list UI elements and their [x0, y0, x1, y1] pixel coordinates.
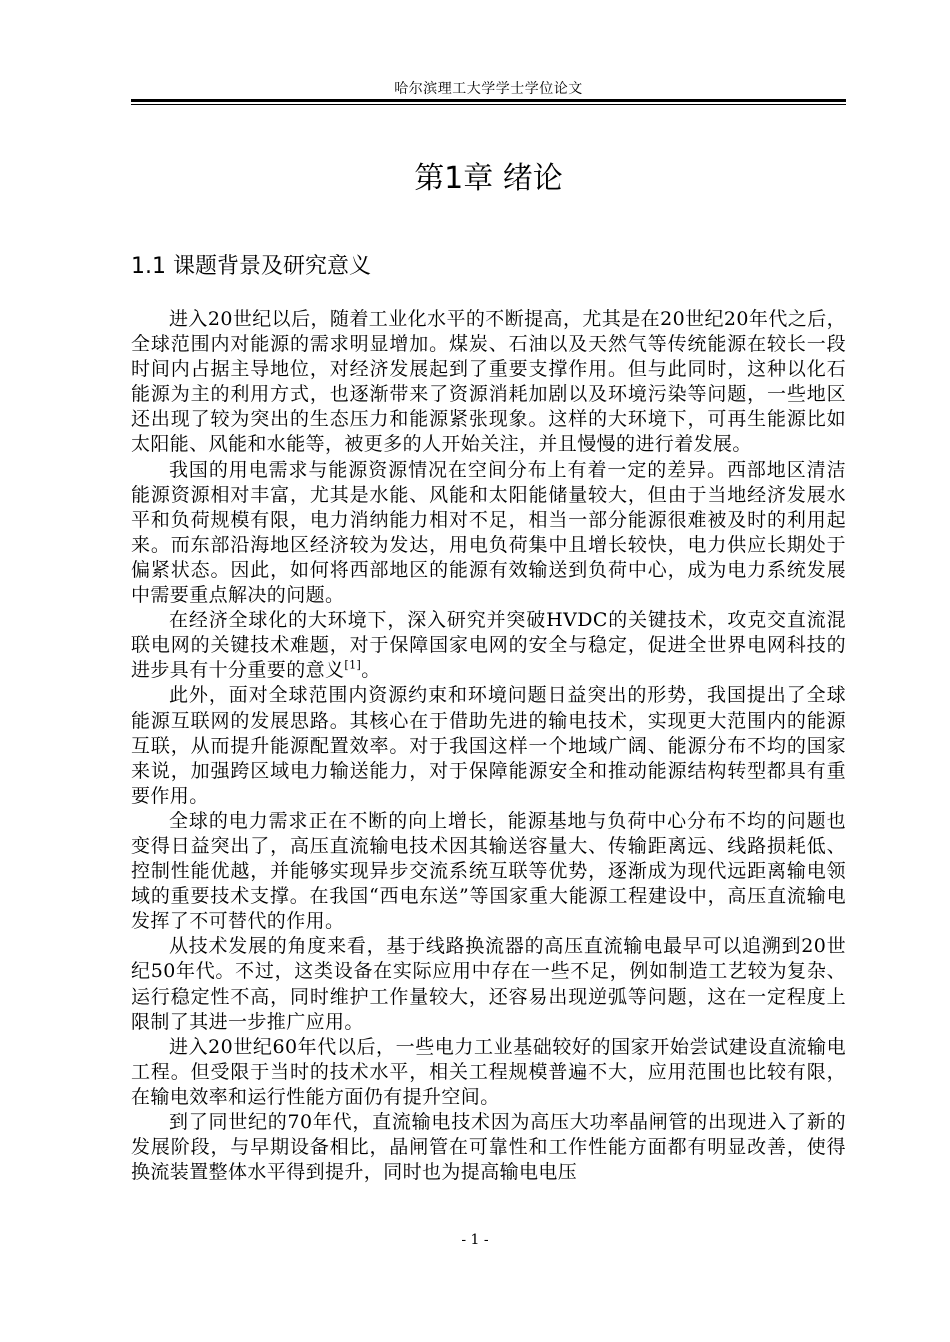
- paragraph: [131, 608, 846, 683]
- body-text: [131, 307, 846, 1185]
- paragraph-text: 在经济全球化的大环境下，深入研究并突破HVDC的关键技术，攻克交直流混联电网的关键技术难题，对于保障国家电网的安全与稳定，促进全世界电网科技的进步具有十分重要的意义: [131, 609, 846, 682]
- running-header: 哈尔滨理工大学学士学位论文: [394, 81, 583, 97]
- chapter-title: 第1章 绪论: [414, 161, 563, 196]
- paragraph: 此外，面对全球范围内资源约束和环境问题日益突出的形势，我国提出了全球能源互联网的发展思路。其核心在于借助先进的输电技术，实现更大范围内的能源互联，从而提升能源配置效率。对于我国这样一个地域广阔、能源分布不均的国家来说，加强跨区域电力输送能力，对于保障能源安全和推动能源结构转型都具有重要作用。: [131, 684, 846, 807]
- paragraph: 到了同世纪的70年代，直流输电技术因为高压大功率晶闸管的出现进入了新的发展阶段，与早期设备相比，晶闸管在可靠性和工作性能方面都有明显改善，使得换流装置整体水平得到提升，同时也为提高输电电压: [131, 1111, 846, 1184]
- paragraph: 进入20世纪以后，随着工业化水平的不断提高，尤其是在20世纪20年代之后，全球范围内对能源的需求明显增加。煤炭、石油以及天然气等传统能源在较长一段时间内占据主导地位，对经济发展起到了重要支撑作用。但与此同时，这种以化石能源为主的利用方式，也逐渐带来了资源消耗加剧以及环境污染等问题，一些地区还出现了较为突出的生态压力和能源紧张现象。这样的大环境下，可再生能源比如太阳能、风能和水能等，被更多的人开始关注，并且慢慢的进行着发展。: [131, 308, 846, 456]
- paragraph-end-punctuation: 。: [361, 659, 381, 682]
- paragraph: 从技术发展的角度来看，基于线路换流器的高压直流输电最早可以追溯到20世纪50年代。不过，这类设备在实际应用中存在一些不足，例如制造工艺较为复杂、运行稳定性不高，同时维护工作量较大，还容易出现逆弧等问题，这在一定程度上限制了其进一步推广应用。: [131, 935, 846, 1033]
- section-title: 1.1 课题背景及研究意义: [131, 254, 371, 279]
- header-rule-thick: [131, 99, 846, 102]
- paragraph: 进入20世纪60年代以后，一些电力工业基础较好的国家开始尝试建设直流输电工程。但受限于当时的技术水平，相关工程规模普遍不大，应用范围也比较有限，在输电效率和运行性能方面仍有提升空间。: [131, 1035, 846, 1108]
- paragraph: 我国的用电需求与能源资源情况在空间分布上有着一定的差异。西部地区清洁能源资源相对丰富，尤其是水能、风能和太阳能储量较大，但由于当地经济发展水平和负荷规模有限，电力消纳能力相对不足，相当一部分能源很难被及时的利用起来。而东部沿海地区经济较为发达，用电负荷集中且增长较快，电力供应长期处于偏紧状态。因此，如何将西部地区的能源有效输送到负荷中心，成为电力系统发展中需要重点解决的问题。: [131, 458, 846, 607]
- paragraph: 全球的电力需求正在不断的向上增长，能源基地与负荷中心分布不均的问题也变得日益突出了，高压直流输电技术因其输送容量大、传输距离远、线路损耗低、控制性能优越，并能够实现异步交流系统互联等优势，逐渐成为现代远距离输电领域的重要技术支撑。在我国“西电东送”等国家重大能源工程建设中，高压直流输电发挥了不可替代的作用。: [131, 809, 846, 933]
- citation-reference[interactable]: [1]: [344, 658, 362, 672]
- header-rule-thin: [131, 104, 846, 105]
- page-number: - 1 -: [461, 1232, 489, 1248]
